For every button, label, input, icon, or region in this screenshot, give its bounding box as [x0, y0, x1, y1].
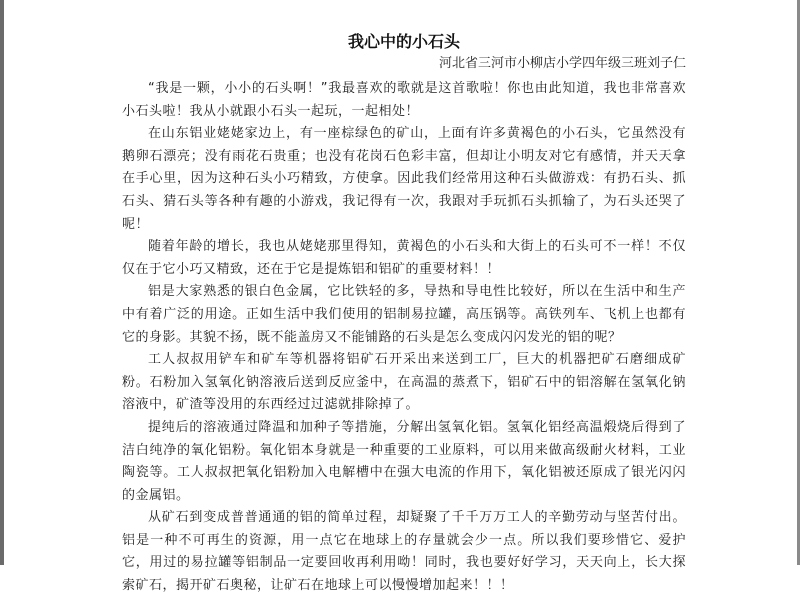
- paragraph-2: 在山东铝业姥姥家边上，有一座棕绿色的矿山，上面有许多黄褐色的小石头，它虽然没有鹅卵石漂亮；没有雨花石贵重；也没有花岗石色彩丰富，但却让小明友对它有感情，并天天拿在手心里，因为这种石头小巧精致，方使拿。因此我们经常用这种石头做游戏：有扔石头、抓石头、猜石头等各种有趣的小游戏，我记得有一次，我跟对手玩抓石头抓输了，为石头还哭了呢！: [122, 126, 686, 232]
- paragraph-5: 工人叔叔用铲车和矿车等机器将铝矿石开采出来送到工厂，巨大的机器把矿石磨细成矿粉。石粉加入氢氧化钠溶液后送到反应釜中，在高温的蒸煮下，铝矿石中的铝溶解在氢氧化钠溶液中，矿渣等没用的东西经过过滤就排除掉了。: [122, 352, 686, 413]
- document-author: 河北省三河市小柳店小学四年级三班刘子仁: [438, 56, 686, 71]
- document-page: [122, 30, 686, 598]
- paragraph-1: “我是一颗，小小的石头啊！”我最喜欢的歌就是这首歌啦！你也由此知道，我也非常喜欢小石头啦！我从小就跟小石头一起玩，一起相处！: [122, 81, 686, 119]
- paragraph-4: 铝是大家熟悉的银白色金属，它比铁轻的多，导热和导电性比较好，所以在生活中和生产中有着广泛的用途。正如生活中我们使用的铝制易拉罐，高压锅等。高铁列车、飞机上也都有它的身影。其貌不扬，既不能盖房又不能铺路的石头是怎么变成闪闪发光的铝的呢？: [122, 284, 686, 345]
- paragraph-6: 提纯后的溶液通过降温和加种子等措施，分解出氢氧化铝。氢氧化铝经高温煅烧后得到了洁白纯净的氧化铝粉。氧化铝本身就是一种重要的工业原料，可以用来做高级耐火材料，工业陶瓷等。工人叔叔把氧化铝粉加入电解槽中在强大电流的作用下，氧化铝被还原成了银光闪闪的金属铝。: [122, 419, 686, 503]
- document-title: 我心中的小石头: [347, 32, 460, 51]
- left-window-border: [0, 0, 4, 565]
- paragraph-7: 从矿石到变成普普通通的铝的简单过程，却疑聚了千千万万工人的辛勤劳动与坚苦付出。铝是一种不可再生的资源，用一点它在地球上的存量就会少一点。所以我们要珍惜它、爱护它，用过的易拉罐等铝制品一定要回收再利用呦！同时，我也要好好学习，天天向上，长大探索矿石，揭开矿石奥秘，让矿石在地球上可以慢慢增加起来！！！: [122, 510, 686, 594]
- paragraph-3: 随着年龄的增长，我也从姥姥那里得知，黄褐色的小石头和大街上的石头可不一样！不仅仅在于它小巧又精致，还在于它是提炼铝和铝矿的重要材料！！: [122, 239, 686, 277]
